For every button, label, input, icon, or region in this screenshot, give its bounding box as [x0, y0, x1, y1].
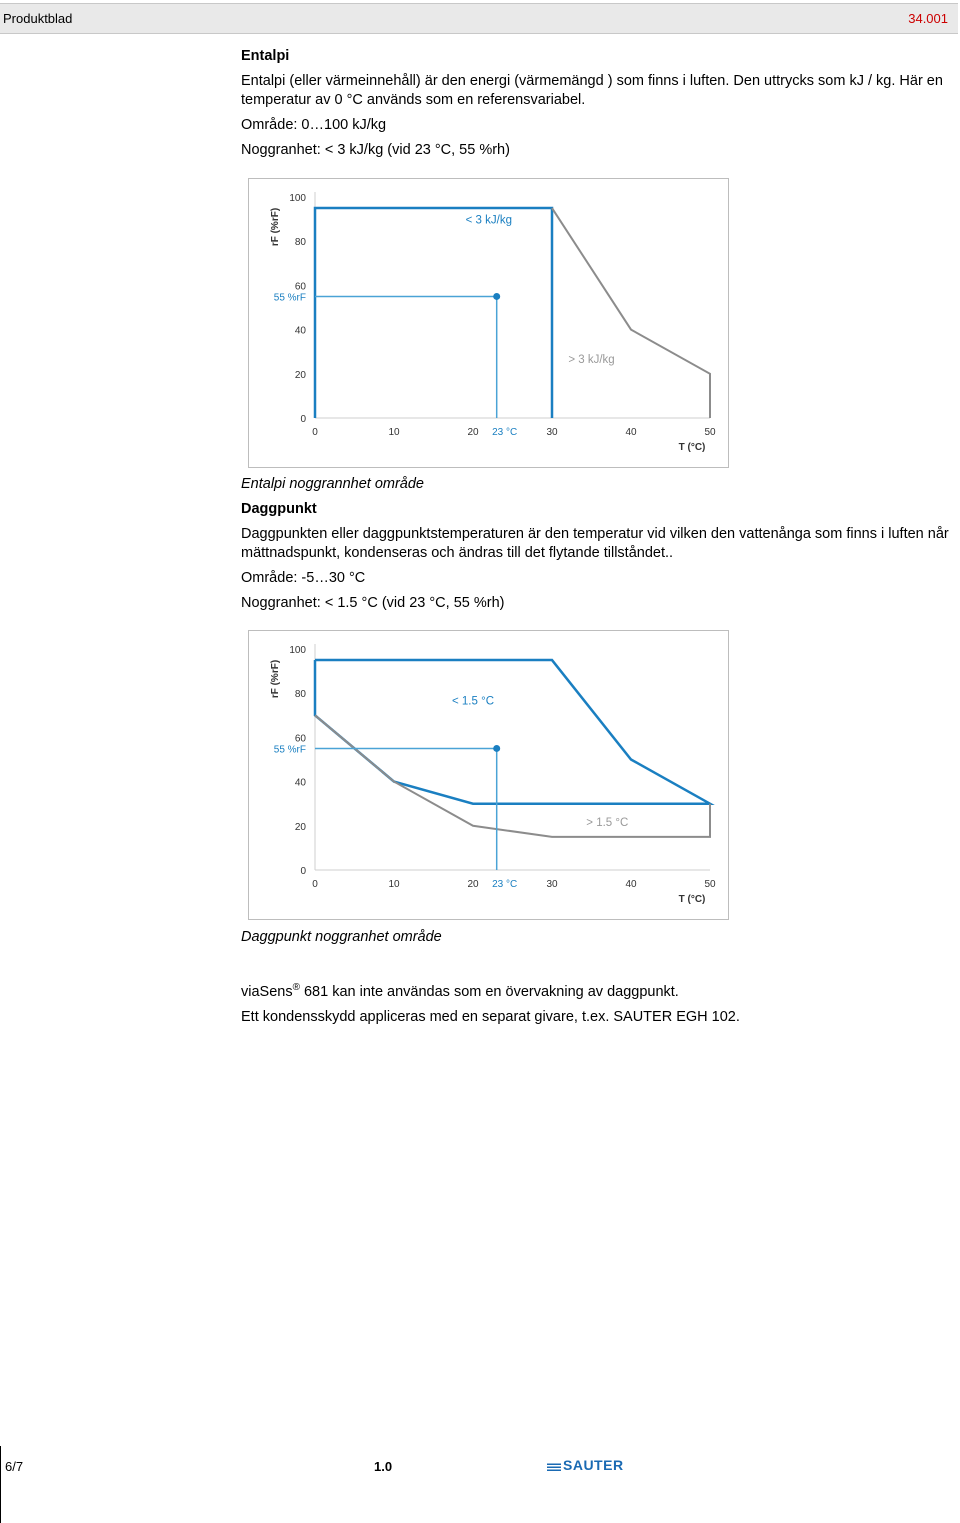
sauter-logo — [547, 1457, 624, 1473]
x-tick-label: 40 — [625, 427, 637, 438]
dewpoint-range: Område: -5…30 °C — [241, 570, 366, 586]
marker-x-label: 23 °C — [492, 879, 518, 890]
x-tick-label: 40 — [625, 879, 637, 890]
y-axis-label: rF (%rF) — [270, 207, 281, 247]
logo-text: SAUTER — [563, 1457, 624, 1473]
in-range-annotation: < 3 kJ/kg — [465, 214, 512, 227]
y-tick-label: 40 — [294, 325, 306, 337]
dewpoint-heading: Daggpunkt — [241, 501, 317, 517]
dewpoint-caption: Daggpunkt noggranhet område — [241, 929, 442, 945]
x-tick-label: 20 — [467, 427, 479, 438]
registered-mark: ® — [292, 982, 300, 993]
footer-divider — [0, 1446, 1, 1523]
header-doc-type: Produktblad — [3, 11, 73, 26]
enthalpy-chart — [248, 178, 729, 468]
condensation-note: Ett kondensskydd appliceras med en separat givare, t.ex. SAUTER EGH 102. — [241, 1008, 740, 1025]
dewpoint-chart — [248, 630, 729, 920]
x-tick-label: 10 — [388, 879, 400, 890]
dewpoint-accuracy: Noggranhet: < 1.5 °C (vid 23 °C, 55 %rh) — [241, 595, 505, 611]
y-tick-label: 100 — [289, 193, 306, 204]
in-range-annotation: < 1.5 °C — [452, 695, 494, 708]
x-tick-label: 50 — [704, 427, 716, 438]
accuracy-out-of-range-line — [315, 715, 710, 837]
marker-point — [493, 745, 500, 752]
x-tick-label: 0 — [312, 427, 318, 438]
y-tick-label: 80 — [294, 237, 306, 249]
x-tick-label: 30 — [546, 427, 558, 438]
enthalpy-range: Område: 0…100 kJ/kg — [241, 117, 387, 133]
version-number: 1.0 — [374, 1459, 393, 1474]
x-tick-label: 10 — [388, 427, 400, 438]
y-tick-label: 0 — [300, 414, 306, 425]
accuracy-out-of-range-line — [552, 208, 710, 418]
page-number: 6/7 — [5, 1459, 24, 1474]
y-tick-label: 40 — [294, 777, 306, 789]
enthalpy-caption: Entalpi noggrannhet område — [241, 476, 424, 492]
dewpoint-description: Daggpunkten eller daggpunktstemperaturen är den temperatur vid vilken den vattenånga som finns i luften når mättnadspunkt, kondenseras och ändras till det flytande tillståndet.. — [241, 526, 949, 561]
logo-mark-icon — [547, 1462, 561, 1471]
marker-y-label: 55 %rF — [273, 744, 306, 756]
x-axis-label: T (°C) — [678, 894, 706, 905]
monitoring-note — [241, 978, 953, 1002]
enthalpy-accuracy: Noggranhet: < 3 kJ/kg (vid 23 °C, 55 %rh) — [241, 142, 510, 158]
main-content — [241, 47, 953, 160]
y-axis-label: rF (%rF) — [270, 659, 281, 699]
enthalpy-description: Entalpi (eller värmeinnehåll) är den energi (värmemängd ) som finns i luften. Den uttrycks som kJ / kg. Här en temperatur av 0 °C används som en referensvariabel. — [241, 73, 943, 108]
y-tick-label: 80 — [294, 689, 306, 701]
x-tick-label: 50 — [704, 879, 716, 890]
enthalpy-chart-svg — [249, 179, 728, 467]
out-of-range-annotation: > 1.5 °C — [586, 816, 629, 829]
x-tick-label: 30 — [546, 879, 558, 890]
marker-y-label: 55 %rF — [273, 292, 306, 304]
notes-section — [241, 928, 953, 1027]
marker-point — [493, 293, 500, 300]
y-tick-label: 60 — [294, 281, 306, 293]
x-axis-label: T (°C) — [678, 442, 706, 453]
dewpoint-chart-svg — [249, 631, 728, 919]
out-of-range-annotation: > 3 kJ/kg — [568, 353, 615, 366]
brand-name: viaSens — [241, 983, 293, 1000]
x-tick-label: 20 — [467, 879, 479, 890]
enthalpy-heading: Entalpi — [241, 48, 290, 64]
y-tick-label: 20 — [294, 821, 306, 833]
header-doc-number: 34.001 — [908, 11, 948, 26]
y-tick-label: 0 — [300, 866, 306, 877]
marker-x-label: 23 °C — [492, 427, 518, 438]
accuracy-in-range-line — [315, 660, 710, 804]
monitoring-note-text: 681 kan inte användas som en övervakning av daggpunkt. — [299, 983, 679, 1000]
y-tick-label: 20 — [294, 369, 306, 381]
x-tick-label: 0 — [312, 879, 318, 890]
y-tick-label: 60 — [294, 733, 306, 745]
page-header — [0, 3, 958, 34]
accuracy-in-range-line — [315, 208, 552, 418]
y-tick-label: 100 — [289, 645, 306, 656]
dewpoint-section — [241, 475, 953, 613]
